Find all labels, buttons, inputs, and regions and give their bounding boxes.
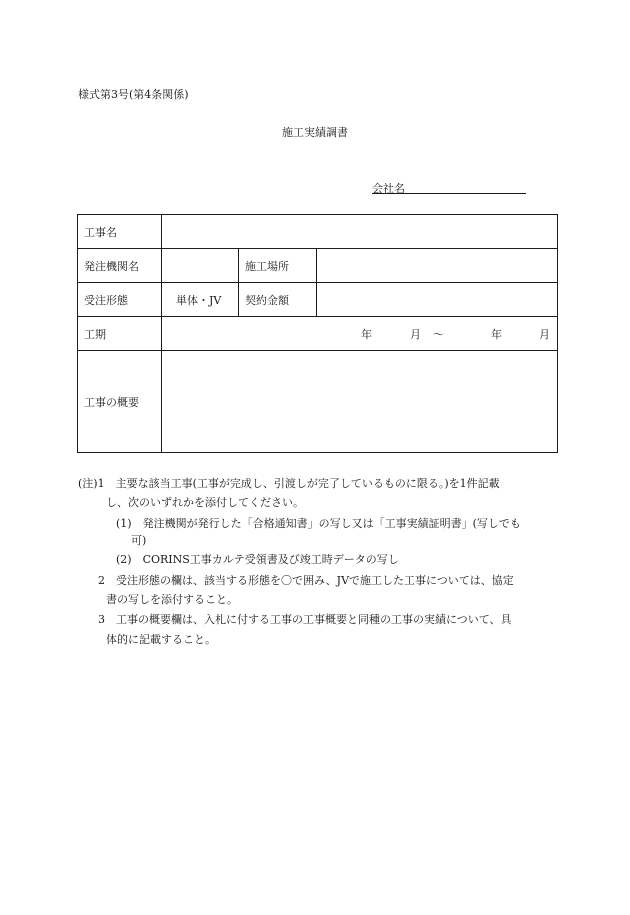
project-name-field[interactable] bbox=[162, 215, 558, 249]
contract-amount-label: 契約金額 bbox=[239, 283, 317, 317]
note-1a-line-1: (1) 発注機関が発行した「合格通知書」の写し又は「工事実績証明書」(写しでも bbox=[116, 517, 521, 530]
note-3-line-2: 体的に記載すること。 bbox=[106, 633, 216, 646]
note-3-line-1: 3 工事の概要欄は、入札に付する工事の工事概要と同種の工事の実績について、具 bbox=[98, 613, 512, 626]
note-2-line-1: 2 受注形態の欄は、該当する形態を〇で囲み、JVで施工した工事については、協定 bbox=[98, 574, 514, 587]
company-name-label: 会社名 bbox=[372, 182, 405, 195]
project-name-label: 工事名 bbox=[78, 215, 162, 249]
note-1b-line-1: (2) CORINS工事カルテ受領書及び竣工時データの写し bbox=[116, 553, 399, 566]
note-1-line-1: (注)1 主要な該当工事(工事が完成し、引渡しが完了しているものに限る。)を1件記載 bbox=[78, 477, 500, 490]
period-month-start: 月 bbox=[410, 328, 421, 341]
project-record-table bbox=[77, 214, 558, 453]
row-summary bbox=[78, 351, 558, 453]
form-number: 様式第3号(第4条関係) bbox=[78, 88, 189, 101]
summary-label: 工事の概要 bbox=[78, 351, 162, 453]
ordering-agency-field[interactable] bbox=[162, 249, 239, 283]
period-field[interactable] bbox=[162, 317, 558, 351]
period-month-end: 月 bbox=[539, 328, 550, 341]
construction-site-label: 施工場所 bbox=[239, 249, 317, 283]
note-1-line-2: し、次のいずれかを添付してください。 bbox=[106, 496, 304, 509]
contract-type-label: 受注形態 bbox=[78, 283, 162, 317]
row-ordering-agency bbox=[78, 249, 558, 283]
summary-field[interactable] bbox=[162, 351, 558, 453]
ordering-agency-label: 発注機関名 bbox=[78, 249, 162, 283]
company-name-field[interactable] bbox=[372, 193, 526, 194]
period-label: 工期 bbox=[78, 317, 162, 351]
period-year-end: 年 bbox=[491, 328, 502, 341]
row-project-name bbox=[78, 215, 558, 249]
period-tilde: 〜 bbox=[433, 328, 444, 341]
contract-type-value[interactable]: 単体・JV bbox=[162, 283, 239, 317]
period-year-start: 年 bbox=[361, 328, 372, 341]
note-2-line-2: 書の写しを添付すること。 bbox=[106, 593, 238, 606]
construction-site-field[interactable] bbox=[317, 249, 558, 283]
row-contract-type bbox=[78, 283, 558, 317]
row-period bbox=[78, 317, 558, 351]
contract-amount-field[interactable] bbox=[317, 283, 558, 317]
note-1a-line-2: 可) bbox=[131, 534, 147, 547]
document-title: 施工実績調書 bbox=[282, 126, 348, 139]
